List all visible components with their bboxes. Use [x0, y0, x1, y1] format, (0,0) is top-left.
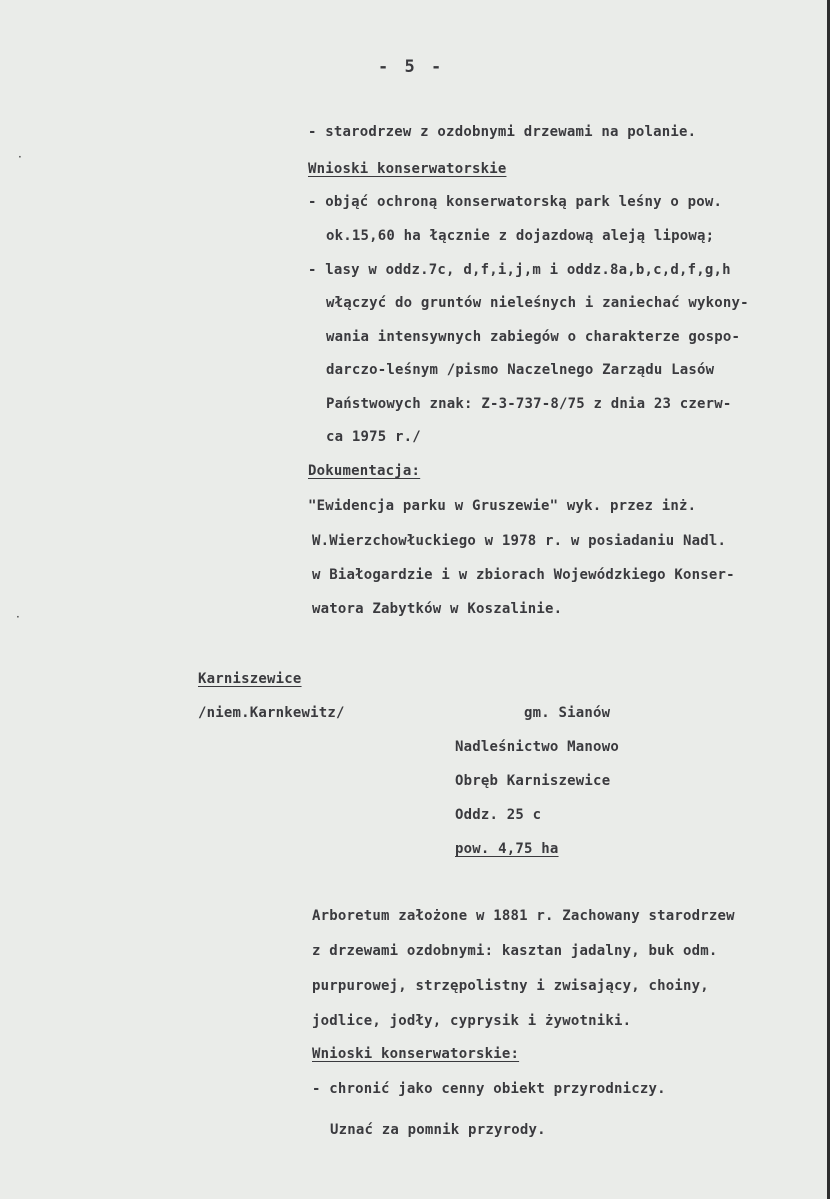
intro-line: - starodrzew z ozdobnymi drzewami na polanie. [308, 124, 697, 140]
documentation-heading: Dokumentacja: [308, 463, 421, 479]
conclusion-line: Państwowych znak: Z-3-737-8/75 z dnia 23 czerw- [326, 396, 732, 412]
description-line: z drzewami ozdobnymi: kasztan jadalny, buk odm. [312, 943, 718, 959]
conclusions-heading: Wnioski konserwatorskie [308, 161, 507, 177]
detail-line: Obręb Karniszewice [455, 773, 611, 789]
conclusion-line-2: Uznać za pomnik przyrody. [330, 1122, 546, 1138]
conclusion-line-2: - chronić jako cenny obiekt przyrodniczy. [312, 1081, 666, 1097]
detail-line: Oddz. 25 c [455, 807, 542, 823]
description-line: purpurowej, strzępolistny i zwisający, choiny, [312, 978, 709, 994]
detail-line: gm. Sianów [524, 705, 611, 721]
detail-line: Nadleśnictwo Manowo [455, 739, 619, 755]
german-name: /niem.Karnkewitz/ [198, 705, 345, 721]
documentation-line: W.Wierzchowłuckiego w 1978 r. w posiadaniu Nadl. [312, 533, 727, 549]
place-name: Karniszewice [198, 671, 302, 687]
margin-mark: · [18, 150, 22, 164]
margin-mark: · [16, 610, 20, 624]
documentation-line: "Ewidencja parku w Gruszewie" wyk. przez inż. [308, 498, 697, 514]
conclusion-line: - objąć ochroną konserwatorską park leśny o pow. [308, 194, 723, 210]
page-number: - 5 - [378, 57, 445, 77]
documentation-line: watora Zabytków w Koszalinie. [312, 601, 563, 617]
description-line: Arboretum założone w 1881 r. Zachowany starodrzew [312, 908, 735, 924]
documentation-line: w Białogardzie i w zbiorach Wojewódzkiego Konser- [312, 567, 735, 583]
conclusion-line: - lasy w oddz.7c, d,f,i,j,m i oddz.8a,b,c,d,f,g,h [308, 262, 731, 278]
area-value: pow. 4,75 ha [455, 841, 559, 857]
conclusions-heading-2: Wnioski konserwatorskie: [312, 1046, 520, 1062]
conclusion-line: ca 1975 r./ [326, 429, 421, 445]
conclusion-line: darczo-leśnym /pismo Naczelnego Zarządu Lasów [326, 362, 715, 378]
conclusion-line: włączyć do gruntów nieleśnych i zaniechać wykony- [326, 295, 749, 311]
conclusion-line: wania intensywnych zabiegów o charakterze gospo- [326, 329, 741, 345]
description-line: jodlice, jodły, cyprysik i żywotniki. [312, 1013, 632, 1029]
conclusion-line: ok.15,60 ha łącznie z dojazdową aleją lipową; [326, 228, 715, 244]
